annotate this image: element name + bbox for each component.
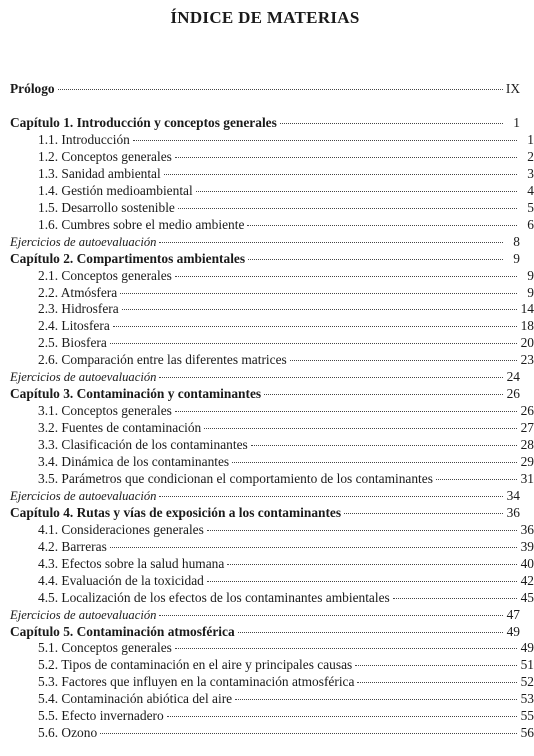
toc-section[interactable]	[24, 538, 534, 555]
toc-page-number: 52	[520, 674, 534, 690]
dot-leader	[159, 496, 503, 497]
toc-page-number: 6	[527, 216, 534, 232]
toc-page-number: 14	[520, 301, 534, 317]
toc-page-number: 26	[520, 403, 534, 419]
dot-leader	[290, 360, 517, 361]
toc-page-number: 36	[506, 504, 520, 520]
toc-entry-title: 4.4. Evaluación de la toxicidad	[38, 572, 204, 588]
toc-section[interactable]	[24, 199, 534, 216]
toc-entry-title: 1.5. Desarrollo sostenible	[38, 199, 175, 215]
page-title: ÍNDICE DE MATERIAS	[170, 8, 360, 27]
toc-page-number: 4	[527, 182, 534, 198]
dot-leader	[159, 377, 503, 378]
toc-entry-title: 5.1. Conceptos generales	[38, 640, 172, 656]
toc-section[interactable]	[24, 131, 534, 148]
toc-page-number: 47	[506, 606, 520, 622]
toc-page-number: 42	[520, 572, 534, 588]
dot-leader	[248, 259, 503, 260]
toc-page-number: 3	[527, 165, 534, 181]
toc-entry-title: Ejercicios de autoevaluación	[10, 488, 157, 503]
dot-leader	[122, 309, 517, 310]
dot-leader	[159, 242, 503, 243]
dot-leader	[204, 428, 517, 429]
toc-section[interactable]	[24, 639, 534, 656]
dot-leader	[167, 716, 517, 717]
toc-page-number: 55	[520, 708, 534, 724]
dot-leader	[133, 140, 517, 141]
toc-page-number: 26	[506, 386, 520, 402]
dot-leader	[175, 276, 517, 277]
toc-page-number: 34	[506, 487, 520, 503]
dot-leader	[436, 479, 517, 480]
toc-page-number: 49	[520, 640, 534, 656]
toc-entry-title: Capítulo 5. Contaminación atmosférica	[10, 623, 235, 639]
toc-entry-title: Capítulo 4. Rutas y vías de exposición a los contaminantes	[10, 504, 342, 520]
toc-entry-title: Prólogo	[10, 81, 55, 96]
toc-section[interactable]	[24, 470, 534, 487]
toc-section[interactable]	[24, 165, 534, 182]
toc-page-number: 9	[527, 267, 534, 283]
toc-section[interactable]	[24, 453, 534, 470]
toc-section[interactable]	[24, 182, 534, 199]
toc-page-number: 18	[520, 318, 534, 334]
toc-section[interactable]	[24, 656, 534, 673]
dot-leader	[280, 123, 503, 124]
toc-entry-title: 5.5. Efecto invernadero	[38, 708, 164, 724]
toc-entry-title: 3.3. Clasificación de los contaminantes	[38, 437, 248, 453]
dot-leader	[100, 733, 517, 734]
toc-section[interactable]	[24, 351, 534, 368]
toc-page-number: 29	[520, 454, 534, 469]
dot-leader	[175, 648, 517, 649]
toc-page-number: 51	[520, 657, 534, 673]
dot-leader	[175, 157, 517, 158]
toc-section[interactable]	[24, 673, 534, 690]
toc-page-number: 20	[520, 335, 534, 351]
dot-leader	[113, 326, 517, 327]
dot-leader	[227, 564, 517, 565]
toc-entry-title: 1.1. Introducción	[38, 131, 130, 147]
toc-entry-title: 4.3. Efectos sobre la salud humana	[38, 555, 225, 571]
toc-entry-title: 3.4. Dinámica de los contaminantes	[38, 454, 230, 469]
dot-leader	[207, 530, 517, 531]
toc-entry-title: 2.1. Conceptos generales	[38, 267, 172, 283]
toc-entry-title: 1.3. Sanidad ambiental	[38, 165, 161, 181]
toc-page-number: 2	[527, 148, 534, 164]
toc-section[interactable]	[24, 707, 534, 724]
toc-entry-title: 5.4. Contaminación abiótica del aire	[38, 691, 233, 707]
dot-leader	[264, 394, 503, 395]
dot-leader	[196, 191, 517, 192]
dot-leader	[110, 343, 517, 344]
toc-entry-title: 2.4. Litosfera	[38, 318, 110, 334]
dot-leader	[251, 445, 517, 446]
toc-entry-title: 1.2. Conceptos generales	[38, 148, 172, 164]
toc-exercises[interactable]	[10, 606, 520, 623]
toc-entry-title: Ejercicios de autoevaluación	[10, 607, 157, 622]
toc-section[interactable]	[24, 419, 534, 436]
toc-chapter[interactable]	[10, 385, 520, 402]
dot-leader	[207, 581, 517, 582]
dot-leader	[232, 462, 517, 463]
toc-entry-title: 1.6. Cumbres sobre el medio ambiente	[38, 216, 245, 232]
toc-entry-title: 3.1. Conceptos generales	[38, 403, 172, 419]
dot-leader	[238, 632, 503, 633]
toc-section[interactable]	[24, 572, 534, 589]
toc-entry-title: 2.5. Biosfera	[38, 335, 107, 351]
dot-leader	[247, 225, 517, 226]
toc-page-number: 39	[520, 538, 534, 554]
toc-section[interactable]	[24, 690, 534, 707]
toc-page-number: 31	[520, 470, 534, 486]
toc-section[interactable]	[24, 148, 534, 165]
toc-section[interactable]	[24, 216, 534, 233]
toc-entry-title: 2.2. Atmósfera	[38, 284, 118, 300]
dot-leader	[120, 293, 517, 294]
toc-entry-title: 3.5. Parámetros que condicionan el comportamiento de los contaminantes	[38, 470, 433, 486]
toc-exercises[interactable]	[10, 487, 520, 504]
toc-entry-title: 5.2. Tipos de contaminación en el aire y principales causas	[38, 657, 353, 673]
toc-entry-title: 1.4. Gestión medioambiental	[38, 182, 193, 198]
toc-page-number: 56	[520, 725, 534, 741]
toc-chapter[interactable]	[10, 114, 520, 131]
toc-page-number: 1	[527, 131, 534, 147]
toc-section[interactable]	[24, 284, 534, 301]
toc-section[interactable]	[24, 724, 534, 741]
toc-entry-title: 4.1. Consideraciones generales	[38, 521, 204, 537]
toc-page-number: 49	[506, 623, 520, 639]
toc-entry-title: 5.6. Ozono	[38, 725, 98, 741]
dot-leader	[344, 513, 503, 514]
toc-page-number: 5	[527, 199, 534, 215]
toc-page-number: 53	[520, 691, 534, 707]
dot-leader	[355, 665, 517, 666]
toc-section[interactable]	[24, 317, 534, 334]
toc-page-number: 9	[513, 250, 520, 266]
toc-entry-title: 3.2. Fuentes de contaminación	[38, 420, 202, 436]
dot-leader	[178, 208, 517, 209]
toc-entry-title: Capítulo 3. Contaminación y contaminantes	[10, 386, 262, 402]
toc-exercises[interactable]	[10, 368, 520, 385]
toc-entry-title: 5.3. Factores que influyen en la contaminación atmosférica	[38, 674, 355, 690]
dot-leader	[159, 615, 503, 616]
toc-page-number: 36	[520, 521, 534, 537]
dot-leader	[175, 411, 517, 412]
toc-page-number: 9	[527, 284, 534, 300]
toc-page-number: 45	[520, 589, 534, 605]
toc-page-number: 40	[520, 555, 534, 571]
dot-leader	[110, 547, 517, 548]
toc-section[interactable]	[24, 589, 534, 606]
toc-chapter[interactable]	[10, 504, 520, 521]
dot-leader	[235, 699, 517, 700]
toc-section[interactable]	[24, 300, 534, 317]
toc-entry-title: Ejercicios de autoevaluación	[10, 370, 157, 385]
toc-entry-title: Capítulo 1. Introducción y conceptos generales	[10, 115, 277, 130]
toc-chapter[interactable]	[10, 623, 520, 640]
dot-leader	[58, 89, 503, 90]
toc-entry-title: 2.6. Comparación entre las diferentes matrices	[38, 352, 287, 368]
toc-page-number: 24	[506, 369, 520, 385]
toc-section[interactable]	[24, 521, 534, 538]
toc-entry-title: Capítulo 2. Compartimentos ambientales	[10, 250, 246, 266]
toc-page-number: 1	[513, 115, 520, 130]
toc-page-number: 28	[520, 437, 534, 453]
toc-entry-title: 2.3. Hidrosfera	[38, 301, 119, 317]
toc-section[interactable]	[24, 436, 534, 453]
toc-page-number: IX	[505, 81, 520, 96]
dot-leader	[393, 598, 517, 599]
toc-prologue[interactable]	[10, 80, 520, 97]
toc-page-number: 8	[513, 233, 520, 249]
dot-leader	[164, 174, 517, 175]
toc-chapter[interactable]	[10, 250, 520, 267]
toc-section[interactable]	[24, 334, 534, 351]
toc-entry-title: Ejercicios de autoevaluación	[10, 234, 157, 249]
toc-section[interactable]	[24, 402, 534, 419]
toc-entry-title: 4.5. Localización de los efectos de los contaminantes ambientales	[38, 589, 390, 605]
toc-page-number: 27	[520, 420, 534, 436]
toc-section[interactable]	[24, 267, 534, 284]
dot-leader	[357, 682, 517, 683]
toc-exercises[interactable]	[10, 233, 520, 250]
toc-entry-title: 4.2. Barreras	[38, 538, 107, 554]
toc-section[interactable]	[24, 555, 534, 572]
toc-page-number: 23	[520, 352, 534, 368]
